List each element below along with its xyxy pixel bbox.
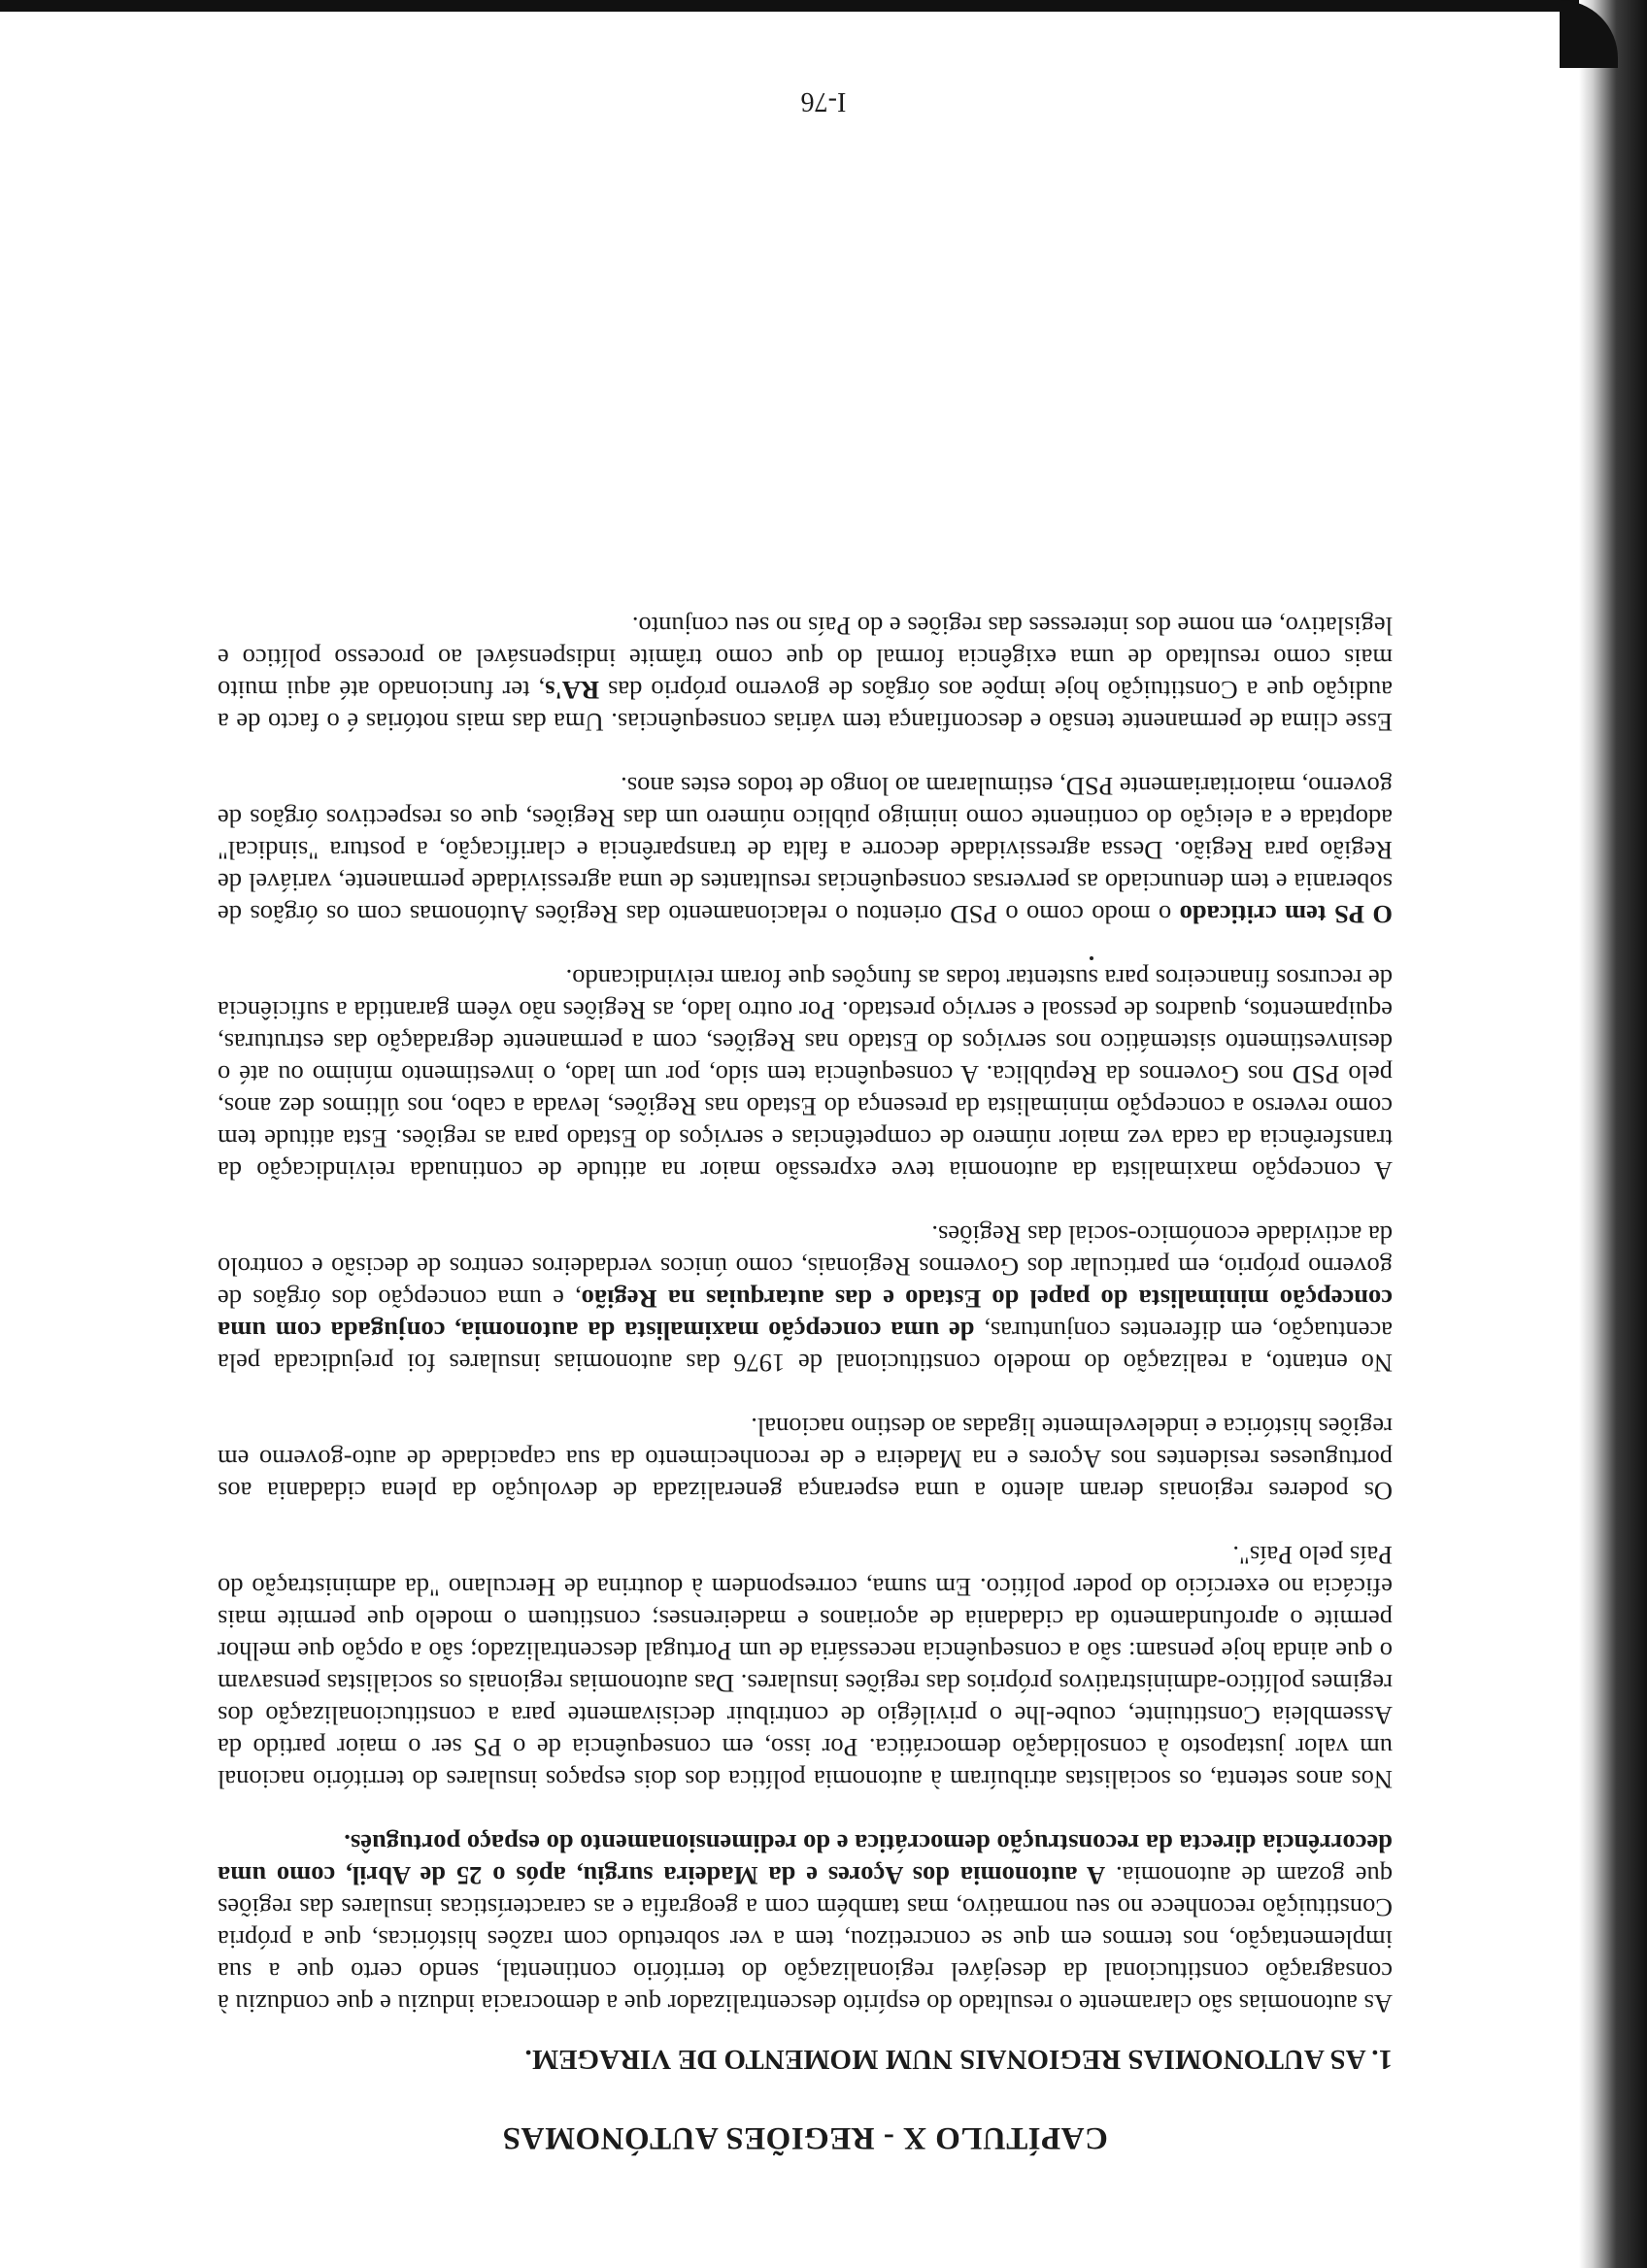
paragraph-5: A concepção maximalista da autonomia teve expressão maior na atitude de continuada reivindicação da transferência da cada vez maior número de competências e serviços do Estado para as regiões. Esta atitude tem como reverso a concepção minimalista da presença do Estado nas Regiões, levada a cabo, nos últimos dez anos, pelo PSD nos Governos da República. A consequência tem sido, por um lado, o investimento mínimo ou até o desinvestimento sistemático nos serviços do Estado nas Regiões, com a permanente degradação das estruturas, equipamentos, quadros de pessoal e serviço prestado. Por outro lado, as Regiões não vêem garantida a suficiência de recursos financeiros para sustentar todas as funções que foram reivindicando. bbox=[218, 964, 1393, 1185]
scan-speck bbox=[1090, 956, 1093, 960]
paragraph-6-text: o modo como o PSD orientou o relacionamento das Regiões Autónomas com os órgãos de soberania e tem denunciado as perversas consequências resultantes de uma agressividade permanente, variável de Região para Região. Dessa agressividade decorre a falta de transparência e clarificação, a postura "sindical" adoptada e a eleição do continente como inimigo público número um das Regiões, que os respectivos órgãos de governo, maioritariamente PSD, estimularam ao longo de todos estes anos. bbox=[218, 772, 1393, 929]
section-title: 1. AS AUTONOMIAS REGIONAIS NUM MOMENTO DE VIRAGEM. bbox=[524, 2044, 1393, 2075]
paragraph-7 bbox=[218, 610, 1393, 738]
paragraph-2: Nos anos setenta, os socialistas atribuíram à autonomia política dos dois espaços insulares do território nacional um valor justaposto à consolidação democrática. Por isso, em consequência de o PS ser o maior partido da Assembleia Constituinte, coube-lhe o privilégio de contribuir decisivamente para a constitucionalização dos regimes político-administrativos próprios das regiões insulares. Das autonomias regionais os socialistas pensavam o que ainda hoje pensam: são a consequência necessária de um Portugal descentralizado; são a opção que melhor permite o aprofundamento da cidadania de açorianos e madeirenses; constituem o modelo que permite mais eficácia no exercício do poder político. Em suma, correspondem à doutrina de Herculano "da administração do País pelo País". bbox=[218, 1541, 1393, 1794]
paragraph-4-text: No entanto, a realização do modelo constitucional de 1976 das autonomias insulares foi prejudicada pela acentuação, em diferentes conjunturas, bbox=[218, 1317, 1393, 1378]
page-number: I-76 bbox=[800, 86, 847, 117]
paragraph-7-text-end: , ter funcionado até aqui muito mais como resultado de uma exigência formal do que como trâmite indispensável ao processo político e legislativo, em nome dos interesses das regiões e do País no seu conjunto. bbox=[218, 612, 1393, 705]
paragraph-4-text-end: , e uma concepção dos órgãos de governo próprio, em particular dos Governos Regionais, como únicos verdadeiros centros de decisão e controlo da actividade económico-social das Regiões. bbox=[218, 1220, 1393, 1314]
paragraph-4-bold: de uma concepção maximalista da autonomia, conjugada com uma concepção minimalista do papel do Estado e das autarquias na Região bbox=[217, 1284, 1393, 1346]
document-body bbox=[218, 578, 1393, 2153]
paragraph-7-text: Esse clima de permanente tensão e desconfiança tem várias consequências. Uma das mais notórias é o facto de a audição que a Constituição hoje impõe aos órgãos de governo próprio das bbox=[218, 676, 1393, 737]
paragraph-1-text: As autonomias são claramente o resultado do espírito descentralizador que a democracia induziu e que conduziu à consagração constitucional da desejável regionalização do território continental, sendo certo que a sua implementação, nos termos em que se concretizou, tem a ver sobretudo com razões históricas, que a própria Constituição reconhece no seu normativo, mas também com a geografia e as características insulares das regiões que gozam de autonomia. bbox=[218, 1861, 1393, 2018]
paragraph-1-bold: A autonomia dos Açores e da Madeira surgiu, após o 25 de Abril, como uma decorrência directa da reconstrução democrática e do redimensionamento do espaço português. bbox=[218, 1829, 1393, 1890]
paragraph-6 bbox=[218, 770, 1393, 930]
paragraph-3: Os poderes regionais deram alento a uma esperança generalizada de devolução da plena cidadania aos portugueses residentes nos Açores e na Madeira e de reconhecimento da sua capacidade de auto-governo em regiões histórica e indelevelmente ligadas ao destino nacional. bbox=[218, 1413, 1393, 1506]
paragraph-7-bold: RA's bbox=[545, 676, 600, 705]
paragraph-6-bold: O PS tem criticado bbox=[1179, 900, 1393, 929]
paragraph-1 bbox=[218, 1827, 1393, 2019]
chapter-title: CAPÍTULO X - REGIÕES AUTÓNOMAS bbox=[502, 2120, 1108, 2155]
paragraph-4 bbox=[218, 1218, 1393, 1379]
